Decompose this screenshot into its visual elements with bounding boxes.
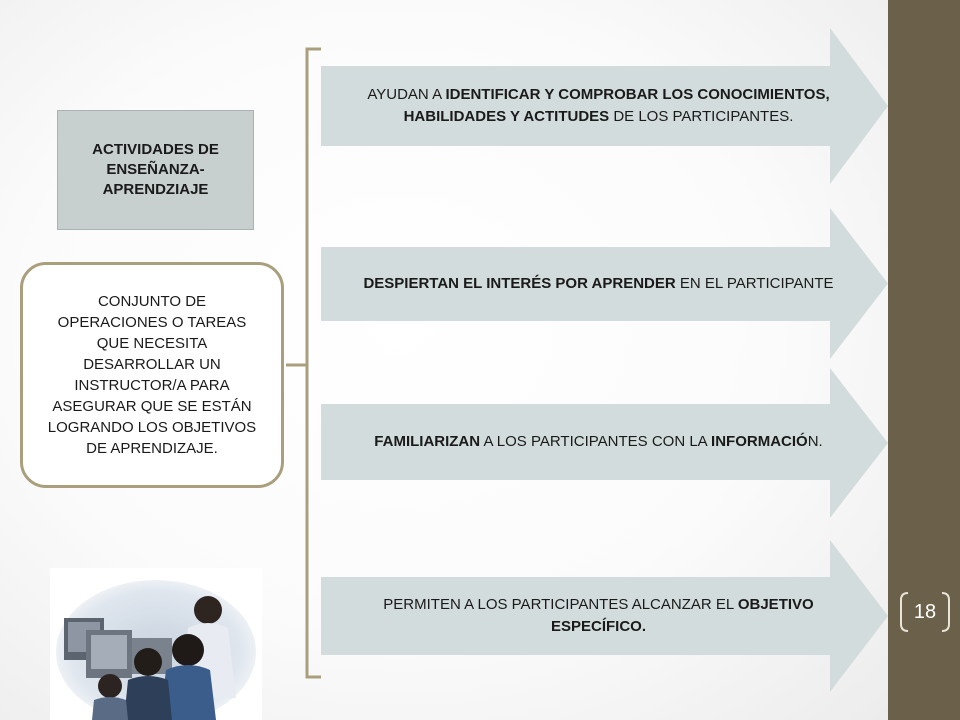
classroom-photo — [50, 568, 262, 720]
text-segment: AYUDAN A — [367, 86, 446, 103]
bold-segment: IDENTIFICAR Y COMPROBAR LOS CONOCIMIENTOS, HABILIDADES Y ACTITUDES — [403, 86, 830, 125]
arrow-text-content — [339, 84, 858, 128]
text-segment: DE LOS PARTICIPANTES. — [609, 108, 794, 125]
arrow-text-2 — [339, 247, 858, 321]
bold-segment: DESPIERTAN EL INTERÉS POR APRENDER — [363, 275, 676, 292]
title-box: ACTIVIDADES DE ENSEÑANZA-APRENDZIAJE — [57, 110, 254, 230]
arrow-text-content — [339, 594, 858, 638]
arrow-text-content — [374, 431, 822, 453]
definition-text: CONJUNTO DE OPERACIONES O TAREAS QUE NECESITA DESARROLLAR UN INSTRUCTOR/A PARA ASEGURAR QUE SE ESTÁN LOGRANDO LOS OBJETIVOS DE APRENDIZAJE. — [47, 293, 257, 457]
bold-segment: INFORMACIÓ — [711, 433, 808, 450]
arrow-text-1 — [339, 66, 858, 146]
arrow-text-4 — [339, 577, 858, 655]
text-segment: N. — [807, 433, 823, 450]
text-segment: A LOS PARTICIPANTES CON LA — [480, 433, 712, 450]
page-number: 18 — [913, 600, 937, 623]
bold-segment: OBJETIVO ESPECÍFICO. — [550, 596, 814, 635]
text-segment: PERMITEN A LOS PARTICIPANTES ALCANZAR EL — [383, 596, 738, 613]
arrow-text-3 — [339, 404, 858, 480]
bold-segment: FAMILIARIZAN — [374, 433, 481, 450]
text-segment: EN EL PARTICIPANTE — [675, 275, 834, 292]
arrow-text-content — [363, 273, 833, 295]
